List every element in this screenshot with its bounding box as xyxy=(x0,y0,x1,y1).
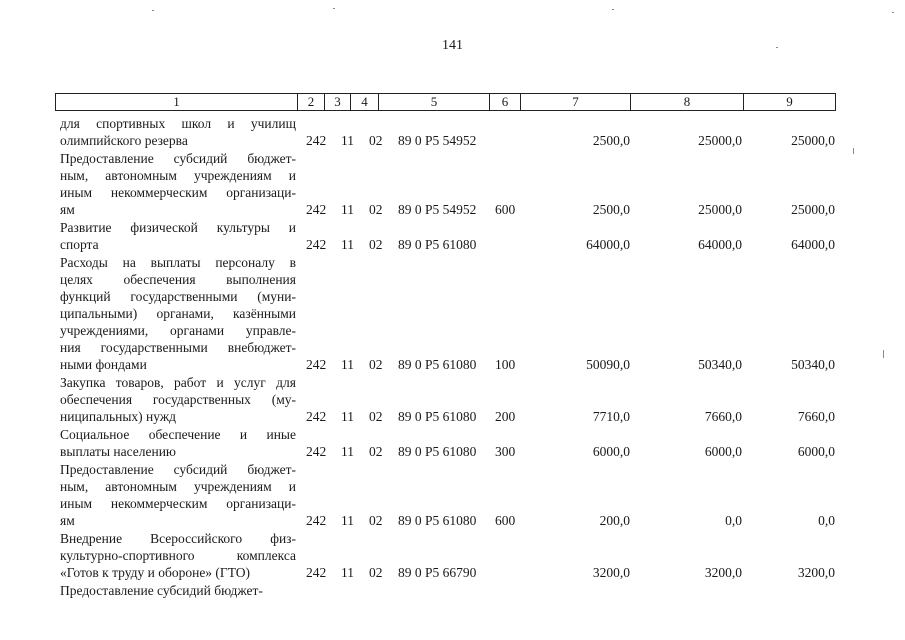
row-description xyxy=(60,530,296,581)
code-column-2: 242 xyxy=(306,513,327,528)
scan-speck xyxy=(612,9,614,10)
description-line: Внедрение Всероссийского физ- xyxy=(60,531,296,546)
code-column-3: 11 xyxy=(341,565,354,580)
description-line: культурно-спортивного комплекса xyxy=(60,548,296,563)
code-column-5: 89 0 P5 61080 xyxy=(398,237,477,252)
description-line: Закупка товаров, работ и услуг для xyxy=(60,375,296,390)
row-description xyxy=(60,374,296,425)
row-description xyxy=(60,461,296,529)
code-column-6: 300 xyxy=(495,444,516,459)
value-column-9: 25000,0 xyxy=(791,202,835,217)
table-body xyxy=(0,115,905,625)
row-description xyxy=(60,115,296,149)
scan-speck xyxy=(853,148,854,154)
scan-speck xyxy=(152,10,154,11)
description-line: для спортивных школ и училищ xyxy=(60,116,296,131)
table-row xyxy=(0,219,905,253)
scan-speck xyxy=(883,350,884,358)
code-column-5: 89 0 P5 61080 xyxy=(398,444,477,459)
value-column-9: 0,0 xyxy=(818,513,835,528)
table-row xyxy=(0,374,905,425)
code-column-4: 02 xyxy=(369,513,383,528)
code-column-2: 242 xyxy=(306,444,327,459)
header-col-7: 7 xyxy=(521,94,631,110)
header-col-1: 1 xyxy=(56,94,298,110)
description-line: ным, автономным учреждениям и xyxy=(60,168,296,183)
scan-speck xyxy=(333,8,335,9)
table-row xyxy=(0,254,905,373)
description-line: ципальными) органами, казёнными xyxy=(60,306,296,321)
code-column-3: 11 xyxy=(341,444,354,459)
description-line: ям xyxy=(60,513,75,528)
code-column-4: 02 xyxy=(369,202,383,217)
description-line: целях обеспечения выполнения xyxy=(60,272,296,287)
scan-speck xyxy=(892,12,894,13)
code-column-3: 11 xyxy=(341,357,354,372)
header-col-8: 8 xyxy=(631,94,744,110)
table-row xyxy=(0,461,905,529)
row-description xyxy=(60,254,296,373)
description-line: Предоставление субсидий бюджет- xyxy=(60,583,263,598)
code-column-6: 600 xyxy=(495,202,516,217)
code-column-6: 100 xyxy=(495,357,516,372)
value-column-8: 64000,0 xyxy=(698,237,742,252)
table-row xyxy=(0,426,905,460)
description-line: ям xyxy=(60,202,75,217)
code-column-5: 89 0 P5 54952 xyxy=(398,133,477,148)
code-column-5: 89 0 P5 66790 xyxy=(398,565,477,580)
description-line: ния государственными внебюджет- xyxy=(60,340,296,355)
value-column-7: 200,0 xyxy=(599,513,630,528)
code-column-3: 11 xyxy=(341,133,354,148)
table-header xyxy=(55,93,836,111)
description-line: учреждениями, органами управле- xyxy=(60,323,296,338)
code-column-4: 02 xyxy=(369,444,383,459)
header-col-4: 4 xyxy=(351,94,379,110)
code-column-3: 11 xyxy=(341,513,354,528)
value-column-7: 6000,0 xyxy=(592,444,630,459)
header-col-6: 6 xyxy=(490,94,521,110)
value-column-7: 7710,0 xyxy=(592,409,630,424)
code-column-3: 11 xyxy=(341,237,354,252)
value-column-7: 50090,0 xyxy=(586,357,630,372)
description-line: «Готов к труду и обороне» (ГТО) xyxy=(60,565,251,580)
table-row xyxy=(0,115,905,149)
description-line: иным некоммерческим организаци- xyxy=(60,185,296,200)
value-column-9: 3200,0 xyxy=(797,565,835,580)
code-column-2: 242 xyxy=(306,357,327,372)
table-row xyxy=(0,530,905,581)
description-line: функций государственными (муни- xyxy=(60,289,296,304)
description-line: Развитие физической культуры и xyxy=(60,220,296,235)
code-column-4: 02 xyxy=(369,133,383,148)
code-column-5: 89 0 P5 61080 xyxy=(398,513,477,528)
description-line: Расходы на выплаты персоналу в xyxy=(60,255,296,270)
page-number: 141 xyxy=(442,38,463,53)
description-line: спорта xyxy=(60,237,99,252)
code-column-2: 242 xyxy=(306,133,327,148)
value-column-8: 25000,0 xyxy=(698,133,742,148)
value-column-9: 25000,0 xyxy=(791,133,835,148)
description-line: ными фондами xyxy=(60,357,147,372)
description-line: иным некоммерческим организаци- xyxy=(60,496,296,511)
header-col-2: 2 xyxy=(298,94,325,110)
value-column-8: 50340,0 xyxy=(698,357,742,372)
row-description xyxy=(60,150,296,218)
code-column-3: 11 xyxy=(341,409,354,424)
description-line: ниципальных) нужд xyxy=(60,409,177,424)
code-column-4: 02 xyxy=(369,409,383,424)
description-line: олимпийского резерва xyxy=(60,133,188,148)
value-column-8: 25000,0 xyxy=(698,202,742,217)
row-description xyxy=(60,426,296,460)
description-line: выплаты населению xyxy=(60,444,177,459)
row-description xyxy=(60,582,296,599)
value-column-7: 64000,0 xyxy=(586,237,630,252)
code-column-4: 02 xyxy=(369,237,383,252)
value-column-9: 64000,0 xyxy=(791,237,835,252)
value-column-7: 2500,0 xyxy=(592,202,630,217)
scan-speck xyxy=(776,47,778,48)
code-column-6: 600 xyxy=(495,513,516,528)
header-col-5: 5 xyxy=(379,94,490,110)
code-column-4: 02 xyxy=(369,565,383,580)
description-line: Социальное обеспечение и иные xyxy=(60,427,296,442)
value-column-8: 7660,0 xyxy=(704,409,742,424)
code-column-6: 200 xyxy=(495,409,516,424)
table-row xyxy=(0,582,905,599)
value-column-7: 2500,0 xyxy=(592,133,630,148)
header-col-3: 3 xyxy=(325,94,351,110)
code-column-5: 89 0 P5 61080 xyxy=(398,357,477,372)
row-description xyxy=(60,219,296,253)
code-column-3: 11 xyxy=(341,202,354,217)
description-line: ным, автономным учреждениям и xyxy=(60,479,296,494)
value-column-9: 50340,0 xyxy=(791,357,835,372)
value-column-7: 3200,0 xyxy=(592,565,630,580)
description-line: Предоставление субсидий бюджет- xyxy=(60,151,296,166)
code-column-5: 89 0 P5 61080 xyxy=(398,409,477,424)
description-line: Предоставление субсидий бюджет- xyxy=(60,462,296,477)
code-column-2: 242 xyxy=(306,409,327,424)
value-column-8: 3200,0 xyxy=(704,565,742,580)
code-column-2: 242 xyxy=(306,237,327,252)
value-column-8: 0,0 xyxy=(725,513,742,528)
code-column-2: 242 xyxy=(306,565,327,580)
value-column-9: 6000,0 xyxy=(797,444,835,459)
header-col-9: 9 xyxy=(786,94,793,109)
code-column-5: 89 0 P5 54952 xyxy=(398,202,477,217)
table-row xyxy=(0,150,905,218)
code-column-4: 02 xyxy=(369,357,383,372)
code-column-2: 242 xyxy=(306,202,327,217)
value-column-8: 6000,0 xyxy=(704,444,742,459)
description-line: обеспечения государственных (му- xyxy=(60,392,296,407)
value-column-9: 7660,0 xyxy=(797,409,835,424)
